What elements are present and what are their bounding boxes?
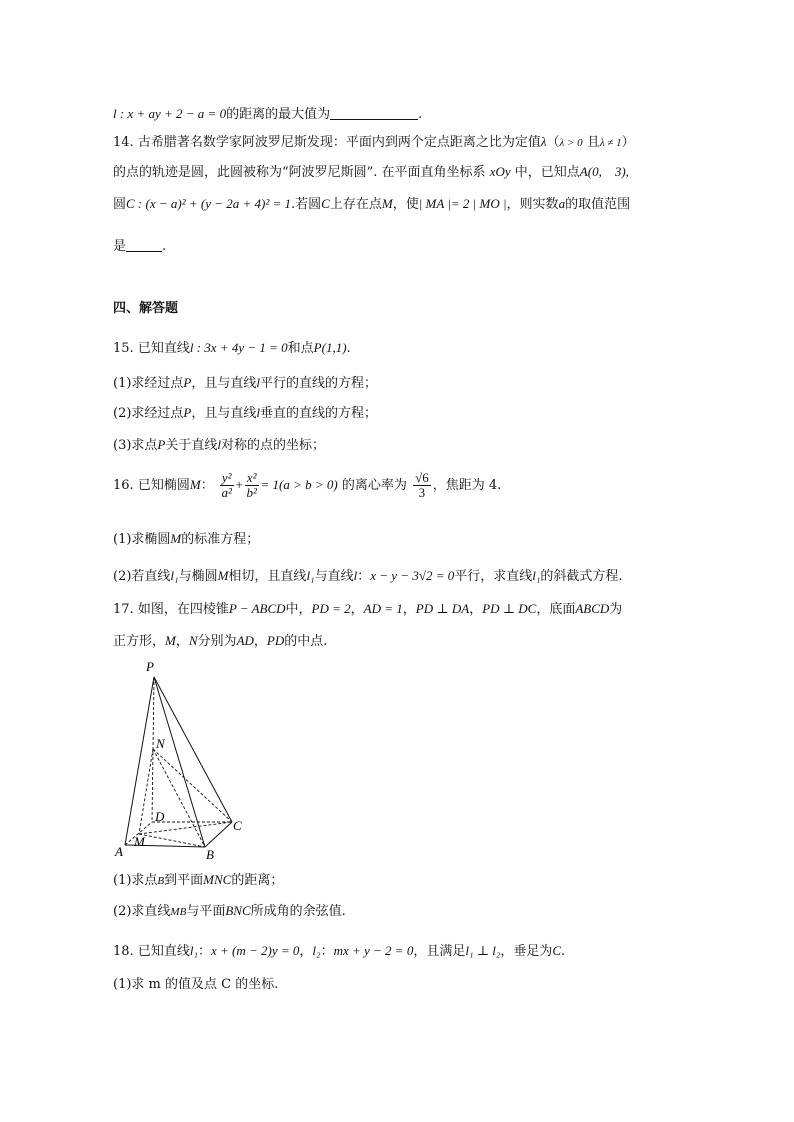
label-C: C (233, 818, 242, 833)
q14-line-3: 圆C : (x − a)² + (y − 2a + 4)² = 1.若圆C上存在点M，使| MA |= 2 | MO |，则实数a的取值范围 (113, 196, 631, 212)
q15-part-3: (3)求点P关于直线l对称的点的坐标； (113, 437, 326, 453)
edge-PC (154, 677, 232, 822)
answer-blank[interactable] (126, 251, 162, 252)
q14-line-1: 14. 古希腊著名数学家阿波罗尼斯发现：平面内到两个定点距离之比为定值λ（λ > 0 且λ ≠ 1） (113, 134, 635, 150)
segment-NC (153, 749, 232, 822)
q16-part-1: (1)求椭圆M的标准方程； (113, 531, 260, 547)
eccentricity-fraction: $\frac{√6}{3}$ (415, 470, 429, 500)
circle-equation: C : (x − a)² + (y − 2a + 4)² = 1 (126, 196, 292, 211)
ellipse-term-x: $\frac{\text{x²}}{\text{b²}}$ (246, 470, 257, 500)
q17-part-1: (1)求点B到平面MNC的距离； (113, 872, 284, 888)
q15-part-1: (1)求经过点P，且与直线l平行的直线的方程； (113, 375, 378, 391)
q17-stem-2: 正方形，M，N分别为AD，PD的中点. (113, 633, 328, 649)
q16-stem: 16. 已知椭圆M： $\frac{\text{y²}}{\text{a²}}$ + $\frac{\text{x²}}{\text{b²}}$ = 1(a > b > 0) 的离心率为 $\frac{√6}{3}$ ，焦距为 4. (113, 470, 502, 500)
question-number: 15. (113, 341, 134, 356)
q16-part-2: (2)若直线l₁与椭圆M相切，且直线l₁与直线l：x − y − 3√2 = 0平行，求直线l₁的斜截式方程. (113, 568, 623, 584)
question-number: 18. (113, 944, 134, 959)
q14-line-4: 是 . (113, 239, 167, 254)
pyramid-figure (108, 655, 258, 865)
q18-stem: 18. 已知直线l₁：x + (m − 2)y = 0，l₂：mx + y − 2 = 0，且满足l₁ ⊥ l₂，垂足为C. (113, 943, 566, 959)
question-number: 17. (113, 602, 134, 617)
q13-line-equation: l : x + ay + 2 − a = 0 (113, 106, 227, 121)
label-N: N (156, 736, 165, 751)
segment-MC (139, 822, 232, 834)
question-number: 14. (113, 135, 134, 150)
segment-MB (139, 834, 205, 847)
label-P: P (146, 659, 154, 674)
q17-part-2: (2)求直线MB与平面BNC所成角的余弦值. (113, 903, 346, 919)
q14-line-2: 的点的轨迹是圆，此圆被称为“阿波罗尼斯圆”. 在平面直角坐标系 xOy 中，已知点A(0, 3), (113, 164, 629, 180)
q15-part-2: (2)求经过点P，且与直线l垂直的直线的方程； (113, 405, 378, 421)
label-M: M (134, 834, 145, 849)
label-B: B (206, 847, 214, 862)
segment-NB (153, 749, 205, 847)
question-number: 16. (113, 478, 134, 493)
segment-NM (139, 749, 153, 834)
edge-BC (205, 822, 232, 847)
q18-part-1: (1)求 m 的值及点 C 的坐标. (113, 977, 279, 992)
answer-blank[interactable] (330, 119, 418, 120)
ellipse-term-y: $\frac{\text{y²}}{\text{a²}}$ (221, 470, 232, 500)
section-heading: 四、解答题 (113, 301, 179, 316)
q13-tail-line: l : x + ay + 2 − a = 0的距离的最大值为 . (113, 106, 423, 122)
q13-text: 的距离的最大值为 (226, 107, 331, 122)
label-A: A (115, 844, 123, 859)
q17-stem-1: 17. 如图，在四棱锥P − ABCD中，PD = 2，AD = 1，PD ⊥ DA，PD ⊥ DC，底面ABCD为 (113, 601, 623, 617)
label-D: D (155, 809, 165, 824)
edge-PA (125, 677, 154, 845)
q15-stem: 15. 已知直线l : 3x + 4y − 1 = 0和点P(1,1). (113, 340, 351, 356)
